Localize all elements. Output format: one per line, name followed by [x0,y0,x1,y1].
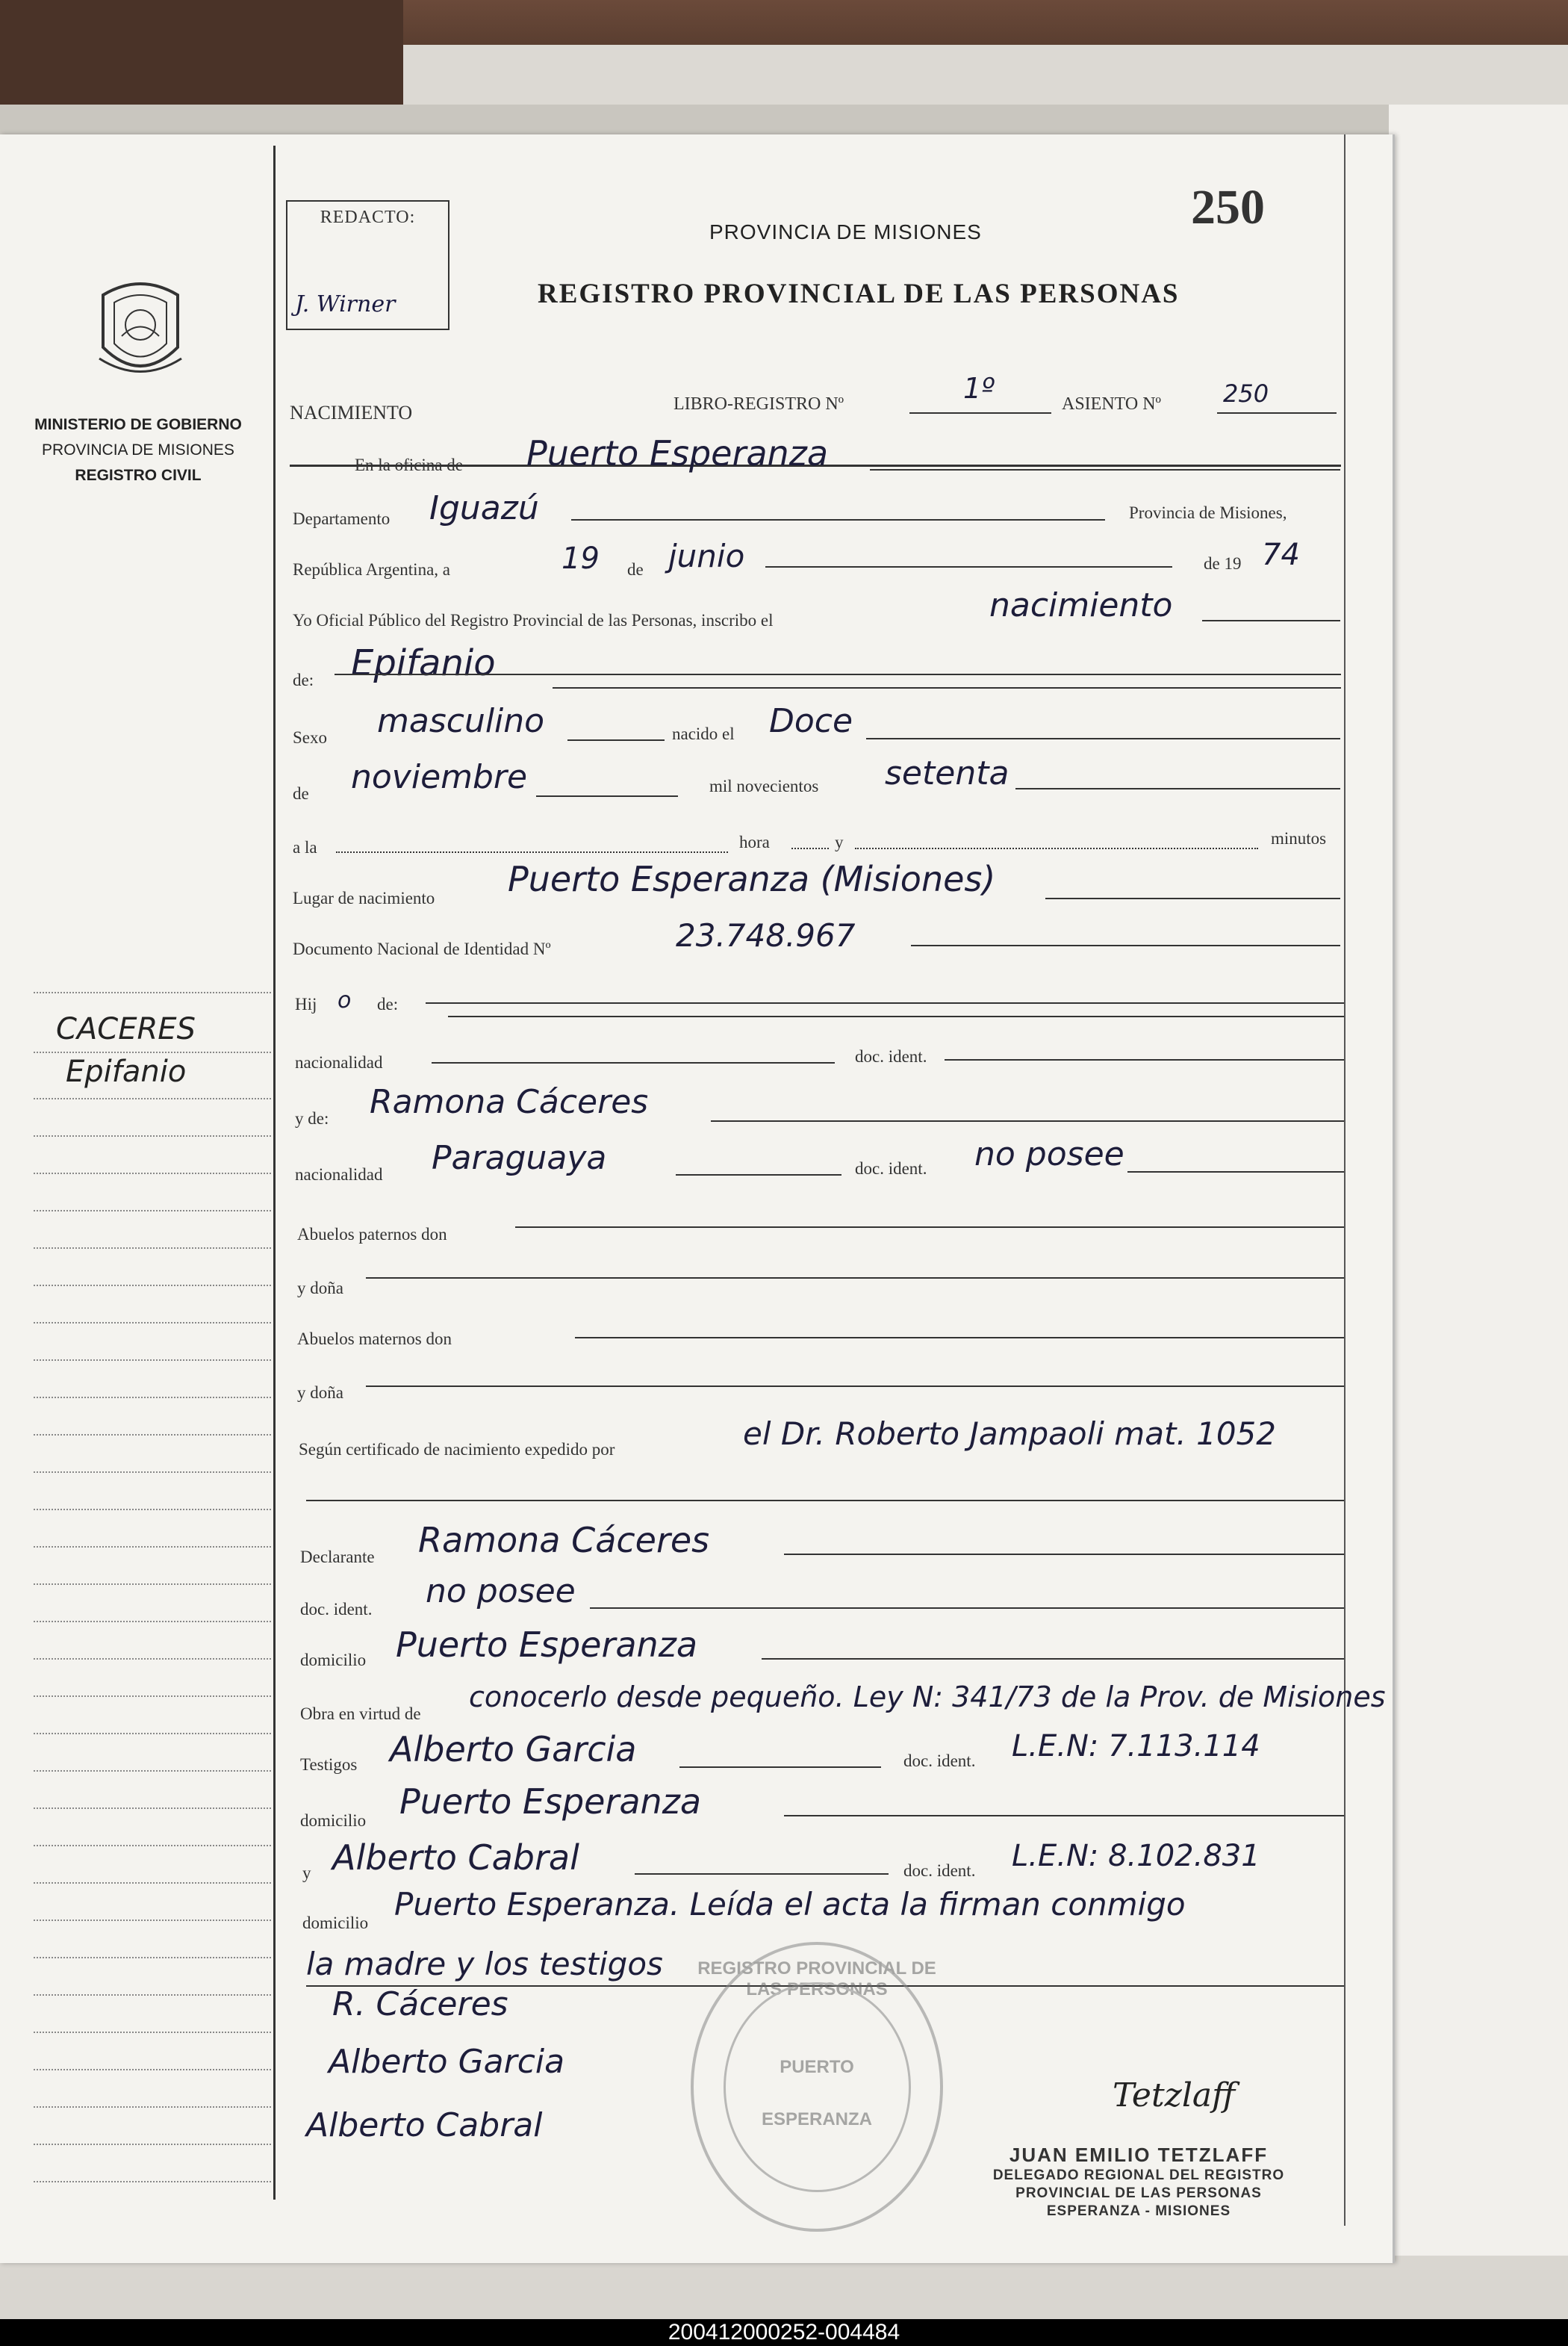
madre-line [711,1120,1344,1122]
obra-value: conocerlo desde pequeño. Ley N: 341/73 de la Prov. de Misiones [469,1681,1386,1713]
margin-rule [34,2032,271,2033]
margin-rule [34,1957,271,1958]
asiento-value: 250 [1223,379,1269,408]
province-seal-icon [88,273,193,385]
docident3-label: doc. ident. [300,1600,373,1619]
oficina-label: En la oficina de [355,456,463,474]
fecha-line [765,566,1172,568]
province-heading: PROVINCIA DE MISIONES [709,220,982,243]
oficina-line [870,469,1340,471]
margin-rule [34,1658,271,1660]
background-right [1389,105,1568,2271]
ydona1-label: y doña [297,1279,343,1297]
libro-line [909,412,1051,414]
margin-rule [34,1471,271,1473]
obra-label: Obra en virtud de [300,1704,421,1723]
declarante-label: Declarante [300,1548,375,1566]
hora-label: hora [739,833,770,851]
image-caption: 200412000252-004484 [0,2319,1568,2346]
dia-value: 19 [561,541,600,576]
nombre-value: Epifanio [351,642,496,684]
certificado-label: Según certificado de nacimiento expedido por [299,1440,615,1459]
dni-line [911,945,1340,946]
testigo1-doc-value: L.E.N: 7.113.114 [1012,1729,1260,1763]
stamp-text-mid-2: ESPERANZA [761,2109,873,2129]
docident4-label: doc. ident. [903,1751,976,1770]
libro-label: LIBRO-REGISTRO Nº [673,394,844,414]
redacto-label: REDACTO: [320,208,416,227]
ministry-line-3: REGISTRO CIVIL [75,467,202,484]
y2-label: y [302,1864,311,1882]
redacto-signature: J. Wirner [295,291,396,317]
signature-2: Alberto Garcia [329,2043,565,2081]
margin-rule [34,1845,271,1846]
official-stamp [691,1942,943,2232]
ministry-line-2: PROVINCIA DE MISIONES [42,441,234,459]
document-page [0,134,1395,2263]
official-role-3: ESPERANZA - MISIONES [1046,2203,1231,2219]
margin-given-name: Epifanio [66,1055,187,1089]
docident2-label: doc. ident. [855,1159,927,1178]
oficina-value: Puerto Esperanza [526,433,829,474]
dni-value: 23.748.967 [676,917,856,954]
testigos-label: Testigos [300,1755,358,1774]
margin-rule [34,1546,271,1548]
hijo-line [426,1002,1344,1004]
madre-nacionalidad-value: Paraguaya [432,1139,607,1177]
signature-3: Alberto Cabral [306,2106,543,2144]
anio-nac-value: setenta [885,754,1009,792]
margin-rule [34,1210,271,1211]
hijo-line-2 [448,1016,1344,1017]
y-label: y [835,833,844,851]
nacionalidad2-label: nacionalidad [295,1165,383,1184]
margin-rule [34,1359,271,1361]
margin-rule [34,1770,271,1772]
testigo1-value: Alberto Garcia [390,1729,637,1769]
testigo1-line [679,1766,881,1768]
declarante-line [784,1554,1344,1555]
mes-nac-line [536,795,678,797]
official-block [941,2144,1337,2221]
yde-label: y de: [295,1109,329,1128]
libro-value: 1º [963,372,995,405]
testigo1-domicilio-value: Puerto Esperanza [399,1781,702,1822]
stamp-text-mid-1: PUERTO [780,2057,854,2077]
nacionalidad-line [432,1062,835,1064]
margin-divider [273,146,276,2200]
lugar-value: Puerto Esperanza (Misiones) [508,859,996,899]
hijo-suffix: o [337,987,352,1014]
domicilio-label: domicilio [300,1651,367,1669]
sexo-value: masculino [377,702,545,740]
mil-label: mil novecientos [709,777,819,795]
declarante-doc-value: no posee [426,1572,576,1610]
inscribo-value: nacimiento [989,586,1173,624]
nombre-line [335,674,1341,675]
margin-rule [34,1509,271,1510]
sexo-label: Sexo [293,728,327,747]
margin-rule [34,2106,271,2108]
margin-rule [34,1583,271,1585]
anio-value: 74 [1262,538,1300,572]
closing-line-1: Puerto Esperanza. Leída el acta la firman conmigo [394,1886,1186,1923]
page-number: 250 [1191,180,1265,235]
de-colon-label: de: [293,671,314,689]
lugar-label: Lugar de nacimiento [293,889,435,907]
signature-1: R. Cáceres [332,1985,508,2023]
margin-rule [34,1052,271,1053]
margin-rule [34,1397,271,1398]
margin-rule [34,1247,271,1249]
margin-rule [34,1135,271,1137]
ydona2-line [366,1385,1344,1387]
domicilio-line [762,1658,1344,1660]
docident5-label: doc. ident. [903,1861,976,1880]
hijo-de-label: de: [377,995,399,1014]
margin-rule [34,1882,271,1884]
margin-rule [34,1807,271,1809]
closing-line-2: la madre y los testigos [306,1946,663,1982]
margin-rule [34,2181,271,2182]
minutos-label: minutos [1271,829,1327,848]
hora-line [336,851,728,853]
margin-rule [34,2069,271,2070]
de19-label: de 19 [1204,554,1242,573]
background-cover [0,0,403,105]
testigo2-doc-value: L.E.N: 8.102.831 [1012,1839,1260,1873]
margin-rule [34,992,271,993]
abuelos-mat-line [575,1337,1344,1338]
margin-rule [34,1285,271,1286]
mes-nac-value: noviembre [351,758,528,796]
testigo1-domicilio-line [784,1815,1344,1816]
nombre-line-2 [553,687,1341,689]
hijo-label: Hij [295,995,317,1014]
official-name: JUAN EMILIO TETZLAFF [1009,2144,1269,2166]
nacionalidad-label: nacionalidad [295,1053,383,1072]
mes-value: junio [668,538,745,574]
nacido-value: Doce [769,702,853,740]
margin-rule [34,1322,271,1323]
document-title: REGISTRO PROVINCIAL DE LAS PERSONAS [538,279,1180,309]
departamento-line [571,519,1105,521]
de2-label: de [293,784,309,803]
minutos-line [855,848,1258,849]
margin-rule [34,1695,271,1697]
nacido-line [866,738,1340,739]
madre-doc-line [1127,1171,1344,1173]
margin-rule [34,1920,271,1921]
margin-rule [34,1994,271,1996]
asiento-line [1217,412,1337,414]
asiento-label: ASIENTO Nº [1062,394,1161,414]
testigo2-value: Alberto Cabral [332,1837,579,1878]
docident-label: doc. ident. [855,1047,927,1066]
right-border [1344,134,1345,2226]
testigo2-line [635,1873,889,1875]
certificado-value: el Dr. Roberto Jampaoli mat. 1052 [743,1415,1276,1452]
oficial-label: Yo Oficial Público del Registro Provincial de las Personas, inscribo el [293,611,774,630]
redacto-box [286,200,449,330]
left-margin-panel [0,134,273,2263]
provincia-label: Provincia de Misiones, [1129,503,1287,522]
margin-rule [34,1098,271,1099]
ydona1-line [366,1277,1344,1279]
margin-rule [34,1434,271,1436]
ministry-line-1: MINISTERIO DE GOBIERNO [34,416,242,433]
docident-line [945,1059,1344,1061]
sexo-line [567,739,665,741]
madre-nac-line [676,1174,841,1176]
stamp-text-top: REGISTRO PROVINCIAL DE LAS PERSONAS [697,1958,936,1999]
anio-nac-line [1015,788,1340,789]
margin-surname: CACERES [56,1012,196,1046]
certificado-line [306,1500,1344,1501]
dni-label: Documento Nacional de Identidad Nº [293,940,551,958]
republica-label: República Argentina, a [293,560,450,579]
abuelos-pat-label: Abuelos paternos don [297,1225,447,1244]
ministry-block [15,412,261,488]
official-role-2: PROVINCIAL DE LAS PERSONAS [1015,2185,1262,2201]
declarante-doc-line [590,1607,1344,1609]
margin-rule [34,1173,271,1174]
de-label: de [627,560,644,579]
margin-rule [34,1733,271,1734]
lugar-line [1045,898,1340,899]
ala-label: a la [293,838,317,857]
departamento-label: Departamento [293,509,391,528]
domicilio3-label: domicilio [302,1914,369,1932]
domicilio2-label: domicilio [300,1811,367,1830]
margin-rule [34,2144,271,2145]
departamento-value: Iguazú [429,489,539,527]
nacimiento-label: NACIMIENTO [290,402,413,423]
abuelos-pat-line [515,1226,1344,1228]
declarante-value: Ramona Cáceres [418,1520,710,1560]
official-role-1: DELEGADO REGIONAL DEL REGISTRO [992,2167,1285,2183]
nacido-label: nacido el [672,724,735,743]
madre-value: Ramona Cáceres [370,1083,649,1121]
stamp-inner-ring [724,1982,911,2192]
official-signature: Tetzlaff [1113,2076,1236,2114]
margin-rule [34,1621,271,1622]
inscribo-line [1202,620,1340,621]
domicilio-value: Puerto Esperanza [396,1624,698,1665]
madre-doc-value: no posee [974,1135,1124,1173]
abuelos-mat-label: Abuelos maternos don [297,1329,452,1348]
ydona2-label: y doña [297,1383,343,1402]
hora-dots [791,848,829,849]
